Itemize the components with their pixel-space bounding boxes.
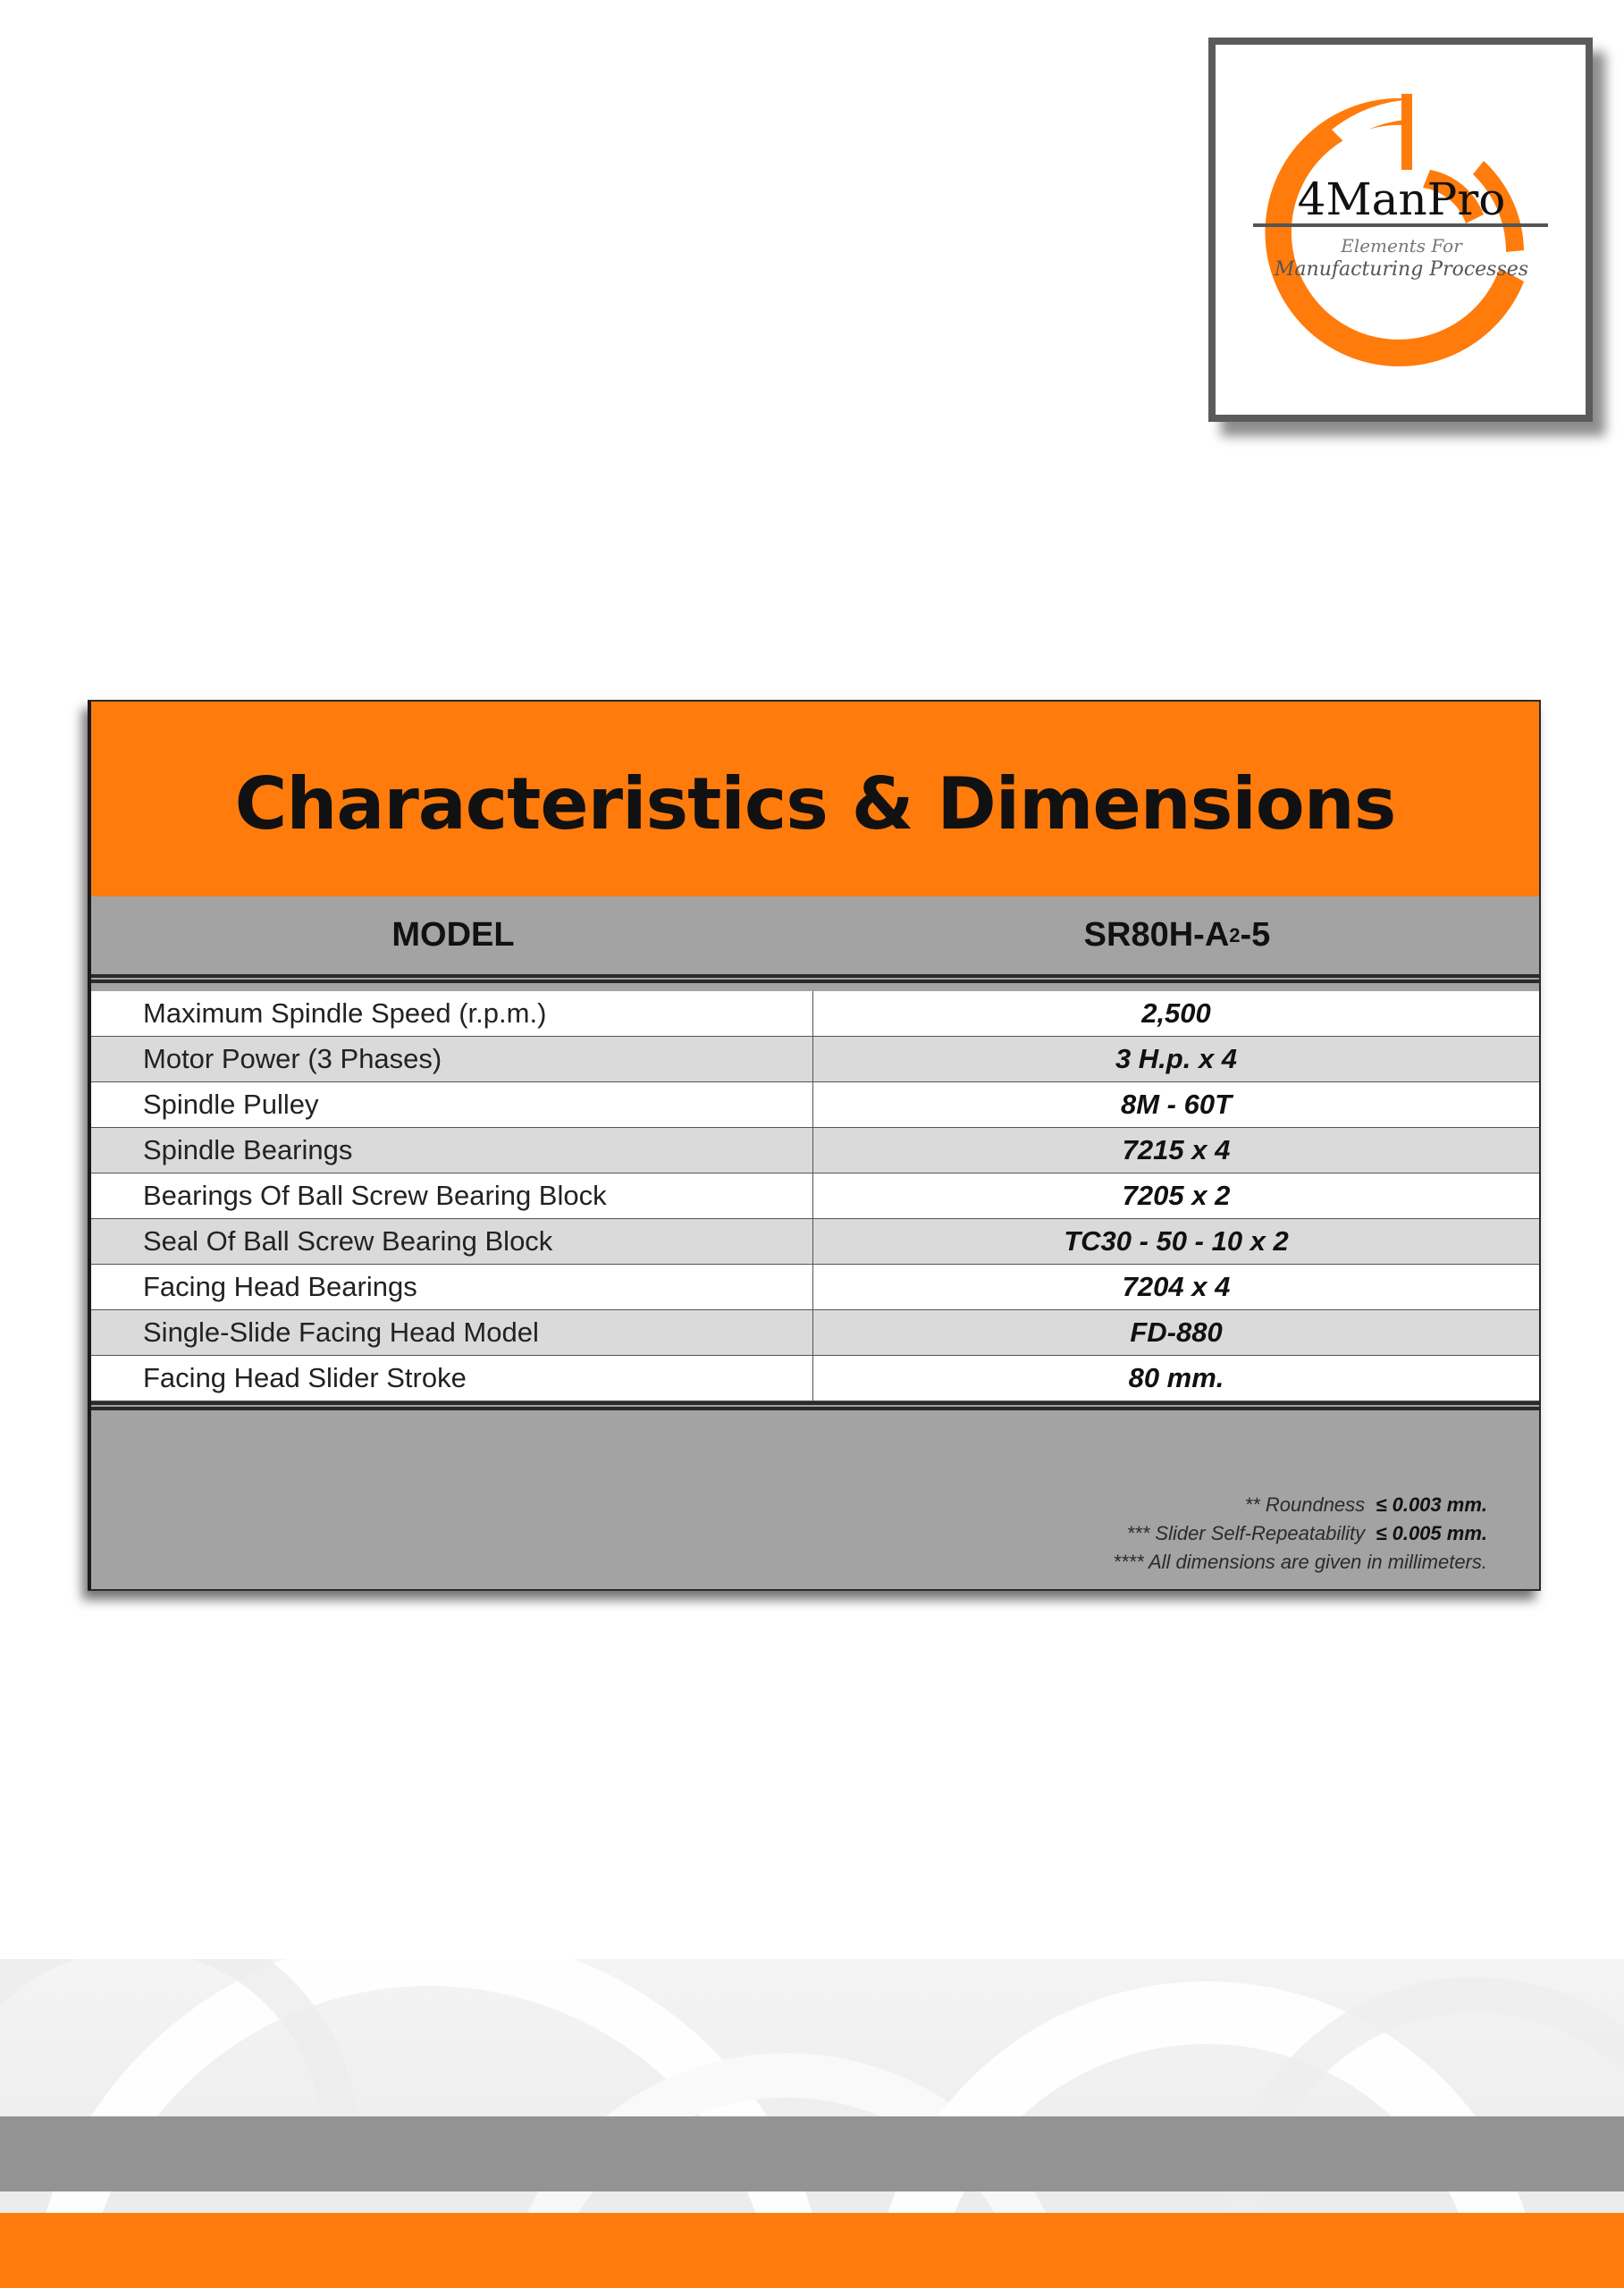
company-logo bbox=[1208, 38, 1593, 422]
row-value: 7204 x 4 bbox=[1122, 1271, 1231, 1302]
model-header-row bbox=[91, 896, 1539, 974]
note-text: **** All dimensions are given in millimeters. bbox=[1113, 1551, 1487, 1573]
note-dimensions bbox=[1113, 1548, 1487, 1577]
footer-divider bbox=[91, 1401, 1539, 1410]
title-bar bbox=[91, 702, 1539, 896]
row-label: Facing Head Bearings bbox=[91, 1265, 813, 1309]
logo-tagline-line1: Elements For bbox=[1341, 235, 1462, 257]
row-label: Bearings Of Ball Screw Bearing Block bbox=[91, 1173, 813, 1218]
model-value-suffix: -5 bbox=[1240, 916, 1271, 954]
model-label: MODEL bbox=[391, 916, 515, 954]
table-notes bbox=[1113, 1491, 1487, 1577]
row-label: Seal Of Ball Screw Bearing Block bbox=[91, 1219, 813, 1264]
table-row bbox=[91, 1356, 1539, 1401]
row-value: TC30 - 50 - 10 x 2 bbox=[1064, 1225, 1289, 1257]
logo-brand-text: 4ManPro bbox=[1297, 173, 1506, 225]
model-value-subscript: 2 bbox=[1229, 923, 1241, 946]
row-value: 3 H.p. x 4 bbox=[1115, 1043, 1238, 1074]
row-label: Single-Slide Facing Head Model bbox=[91, 1310, 813, 1355]
row-value: 2,500 bbox=[1141, 997, 1211, 1029]
note-text: *** Slider Self-Repeatability bbox=[1126, 1522, 1366, 1544]
logo-graphic bbox=[1216, 45, 1586, 415]
model-value-prefix: SR80H-A bbox=[1083, 916, 1230, 954]
row-label: Spindle Bearings bbox=[91, 1128, 813, 1173]
table-row bbox=[91, 1037, 1539, 1082]
footer-decoration bbox=[0, 1959, 1624, 2288]
table-row bbox=[91, 1082, 1539, 1128]
spec-table-card bbox=[88, 700, 1541, 1591]
note-value: ≤ 0.003 mm. bbox=[1376, 1493, 1487, 1516]
row-label: Maximum Spindle Speed (r.p.m.) bbox=[91, 991, 813, 1036]
row-label: Motor Power (3 Phases) bbox=[91, 1037, 813, 1081]
table-row bbox=[91, 1173, 1539, 1219]
note-value: ≤ 0.005 mm. bbox=[1376, 1522, 1487, 1544]
table-row bbox=[91, 1219, 1539, 1265]
table-row bbox=[91, 1265, 1539, 1310]
table-row bbox=[91, 1310, 1539, 1356]
footer-graphic bbox=[0, 1959, 1624, 2288]
row-label: Facing Head Slider Stroke bbox=[91, 1356, 813, 1401]
logo-tagline-line2: Manufacturing Processes bbox=[1274, 258, 1529, 281]
row-value: 8M - 60T bbox=[1120, 1089, 1233, 1120]
table-title: Characteristics & Dimensions bbox=[234, 761, 1396, 845]
note-roundness bbox=[1113, 1491, 1487, 1519]
note-text: ** Roundness bbox=[1244, 1493, 1366, 1516]
model-value bbox=[815, 896, 1539, 974]
row-label: Spindle Pulley bbox=[91, 1082, 813, 1127]
row-value: 80 mm. bbox=[1128, 1362, 1224, 1393]
spec-rows bbox=[91, 991, 1539, 1401]
row-value: 7215 x 4 bbox=[1122, 1134, 1231, 1165]
note-repeatability bbox=[1113, 1519, 1487, 1548]
table-row bbox=[91, 1128, 1539, 1173]
header-divider bbox=[91, 974, 1539, 983]
table-row bbox=[91, 991, 1539, 1037]
row-value: 7205 x 2 bbox=[1122, 1180, 1231, 1211]
row-value: FD-880 bbox=[1130, 1316, 1223, 1348]
